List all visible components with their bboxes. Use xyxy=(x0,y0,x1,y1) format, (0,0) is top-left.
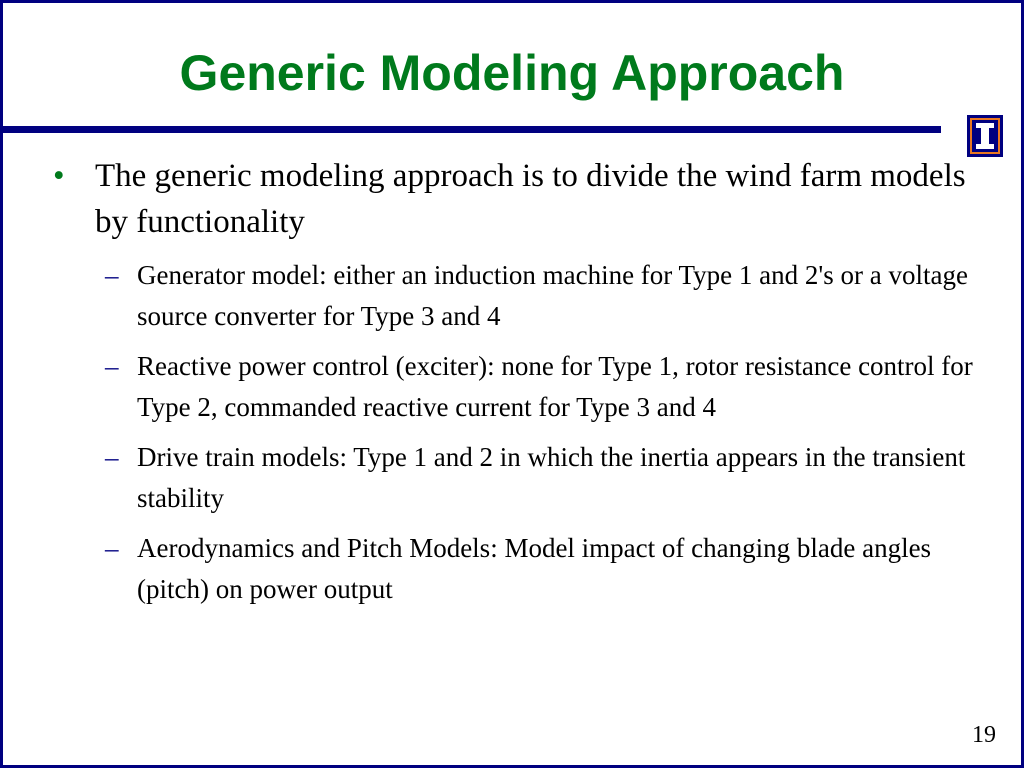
dash-icon: – xyxy=(105,533,119,563)
sub-bullet-item xyxy=(95,346,998,428)
sub-bullet-list xyxy=(53,255,998,610)
dash-icon: – xyxy=(105,442,119,472)
sub-bullet-item xyxy=(95,437,998,519)
title-divider xyxy=(3,126,941,133)
sub-bullet-text: Reactive power control (exciter): none for Type 1, rotor resistance control for Type 2, commanded reactive current for Type 3 and 4 xyxy=(137,351,973,422)
bullet-item xyxy=(53,153,998,245)
sub-bullet-text: Drive train models: Type 1 and 2 in which the inertia appears in the transient stability xyxy=(137,442,966,513)
slide-body xyxy=(53,153,998,619)
sub-bullet-item xyxy=(95,255,998,337)
bullet-icon: • xyxy=(53,158,65,194)
sub-bullet-item xyxy=(95,528,998,610)
bullet-text: The generic modeling approach is to divide the wind farm models by functionality xyxy=(95,158,966,240)
sub-bullet-text: Generator model: either an induction machine for Type 1 and 2's or a voltage source converter for Type 3 and 4 xyxy=(137,260,968,331)
dash-icon: – xyxy=(105,260,119,290)
page-number: 19 xyxy=(972,722,996,748)
slide-title: Generic Modeling Approach xyxy=(179,45,845,101)
dash-icon: – xyxy=(105,351,119,381)
illinois-block-i-icon xyxy=(967,115,1003,157)
sub-bullet-text: Aerodynamics and Pitch Models: Model impact of changing blade angles (pitch) on power output xyxy=(137,533,932,604)
